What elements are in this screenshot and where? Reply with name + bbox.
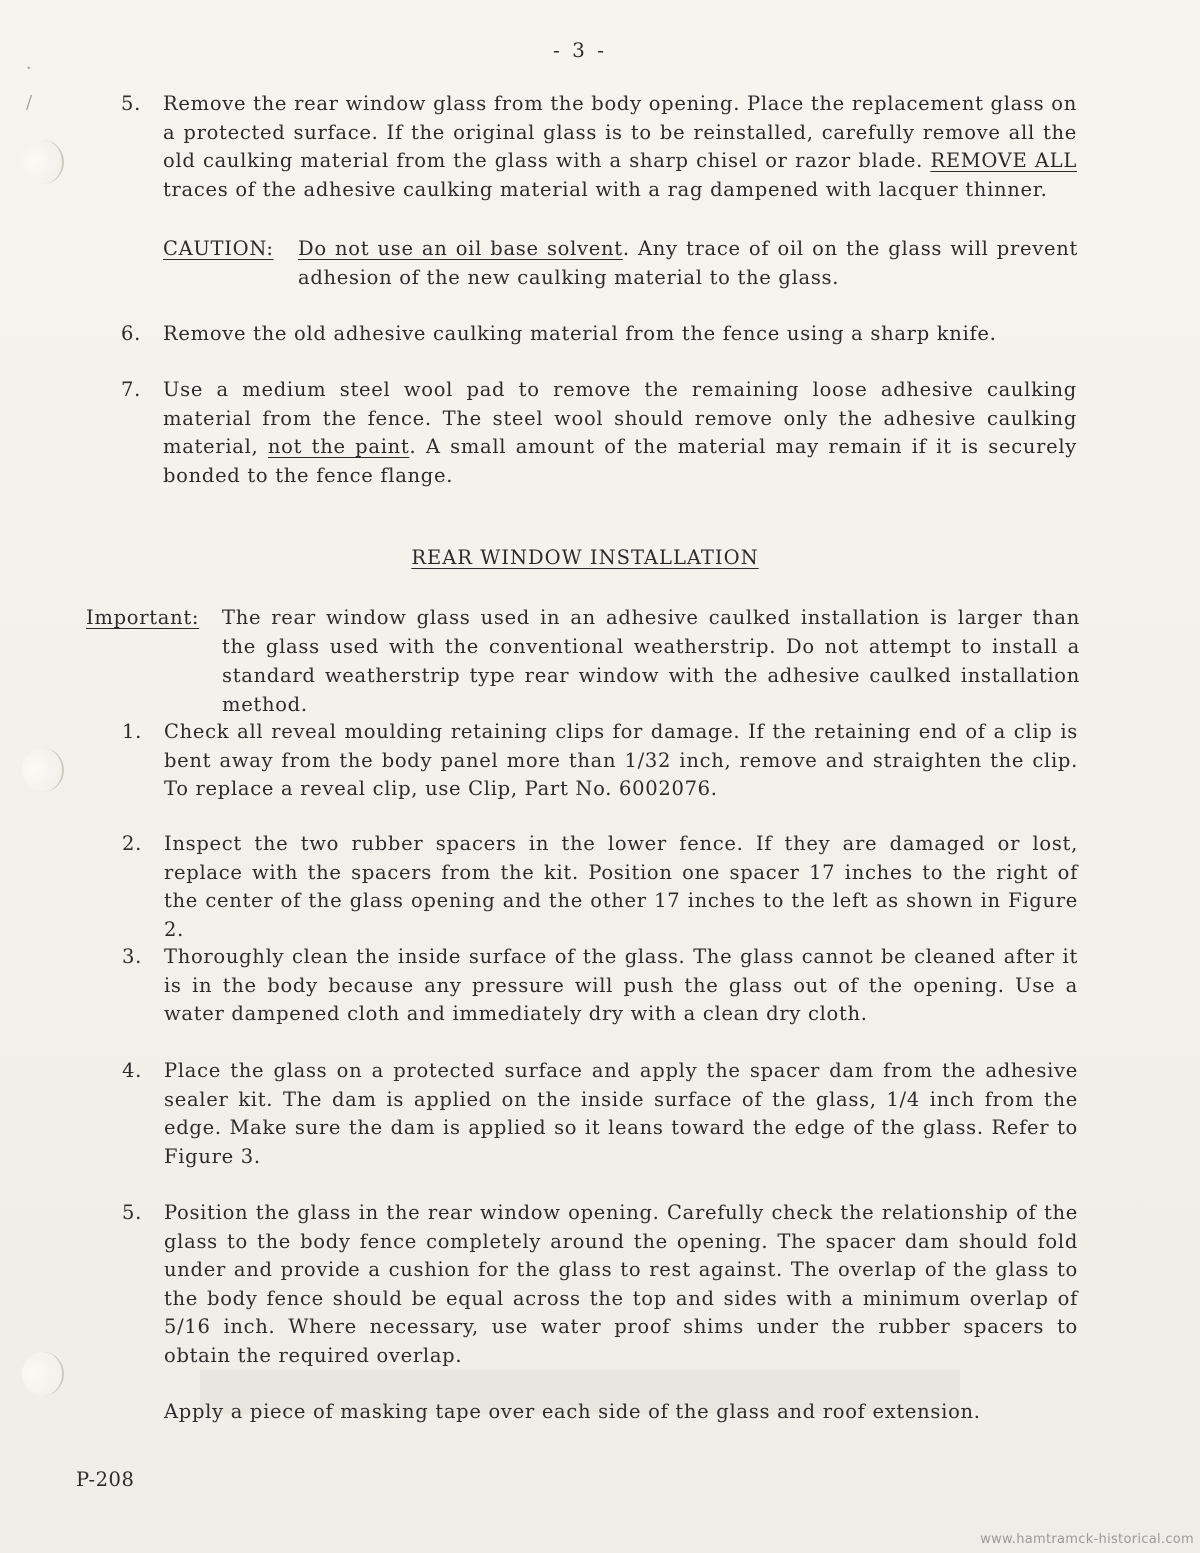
item-text: Check all reveal moulding retaining clips for damage. If the retaining end of a clip is bent away from the body panel more than 1/32 inch, remove and straighten the clip. To replace a reveal clip, use Clip, Part No. 6002076. [164, 720, 1078, 801]
closing-paragraph-text: Apply a piece of masking tape over each side of the glass and roof extension. [164, 1400, 981, 1423]
list-item [122, 718, 1082, 808]
caution-text-underlined: Do not use an oil base solvent [298, 237, 623, 260]
item-text-segment: traces of the adhesive caulking material with a rag dampened with lacquer thinner. [163, 177, 1048, 201]
margin-pencil-mark: / [26, 92, 33, 113]
list-item [122, 1057, 1082, 1175]
list-item [121, 376, 1081, 494]
margin-pencil-mark: · [26, 58, 32, 79]
item-text-segment: . A small amount of the material may remain if it is securely bonded to the fence flange. [163, 435, 1078, 487]
punch-hole-middle [22, 748, 64, 792]
important-text: The rear window glass used in an adhesive caulked installation is larger than the glass used with the conventional weatherstrip. Do not attempt to install a standard weatherstrip type rear window with the adhesive caulked installation method. [222, 606, 1080, 716]
item-number: 4. [122, 1059, 143, 1082]
item-text: Place the glass on a protected surface and apply the spacer dam from the adhesive sealer kit. The dam is applied on the inside surface of the glass, 1/4 inch from the edge. Make sure the dam is applied so it leans toward the edge of the glass. Refer to Figure 3. [164, 1059, 1078, 1168]
item-text: Thoroughly clean the inside surface of the glass. The glass cannot be cleaned after it is in the body because any pressure will push the glass out of the opening. Use a water dampened cloth and immediately dry with a clean dry cloth. [164, 945, 1078, 1026]
important-label: Important: [86, 606, 200, 629]
list-item [122, 943, 1082, 1033]
document-code: P-208 [76, 1468, 135, 1491]
item-number: 1. [122, 720, 143, 743]
section-title-text: REAR WINDOW INSTALLATION [411, 546, 759, 569]
item-number: 7. [121, 378, 142, 401]
caution-text-segment: . Any trace of oil on the glass will prevent adhesion of the new caulking material to the glass. [298, 237, 1079, 289]
item-text [163, 376, 1077, 490]
caution-text [298, 234, 1078, 292]
closing-paragraph [164, 1398, 1084, 1428]
item-text [163, 90, 1077, 204]
item-text-segment: Use a medium steel wool pad to remove the remaining loose adhesive caulking material from the fence. The steel wool should remove only the adhesive caulking material, [163, 378, 1077, 459]
item-text [163, 320, 1077, 349]
item-text-segment: Remove the rear window glass from the body opening. Place the replacement glass on a protected surface. If the original glass is to be reinstalled, carefully remove all the old caulking material from the glass with a sharp chisel or razor blade. [163, 92, 1077, 173]
caution-label: CAUTION: [163, 237, 274, 260]
item-number: 3. [122, 945, 143, 968]
source-url: www.hamtramck-historical.com [980, 1532, 1194, 1547]
section-title [0, 546, 1170, 569]
list-item [122, 1199, 1082, 1375]
item-number: 2. [122, 832, 143, 855]
item-text: Inspect the two rubber spacers in the lower fence. If they are damaged or lost, replace with the spacers from the kit. Position one spacer 17 inches to the right of the center of the glass opening and the other 17 inches to the left as shown in Figure 2. [164, 832, 1078, 941]
item-text-segment: Remove the old adhesive caulking material from the fence using a sharp knife. [163, 322, 997, 345]
punch-hole-top [22, 140, 64, 184]
item-number: 5. [122, 1201, 143, 1224]
item-text: Position the glass in the rear window opening. Carefully check the relationship of the glass to the body fence completely around the opening. The spacer dam should fold under and provide a cushion for the glass to rest against. The overlap of the glass to the body fence should be equal across the top and sides with a minimum overlap of 5/16 inch. Where necessary, use water proof shims under the rubber spacers to obtain the required overlap. [164, 1201, 1078, 1367]
item-text-underlined: not the paint [267, 435, 410, 459]
item-number: 6. [121, 322, 142, 345]
item-number: 5. [121, 92, 142, 115]
page-number: - 3 - [553, 38, 607, 62]
punch-hole-bottom [22, 1352, 64, 1396]
item-text-underlined: REMOVE ALL [930, 149, 1077, 173]
list-item [122, 830, 1082, 941]
list-item [121, 90, 1081, 208]
list-item [121, 320, 1081, 350]
